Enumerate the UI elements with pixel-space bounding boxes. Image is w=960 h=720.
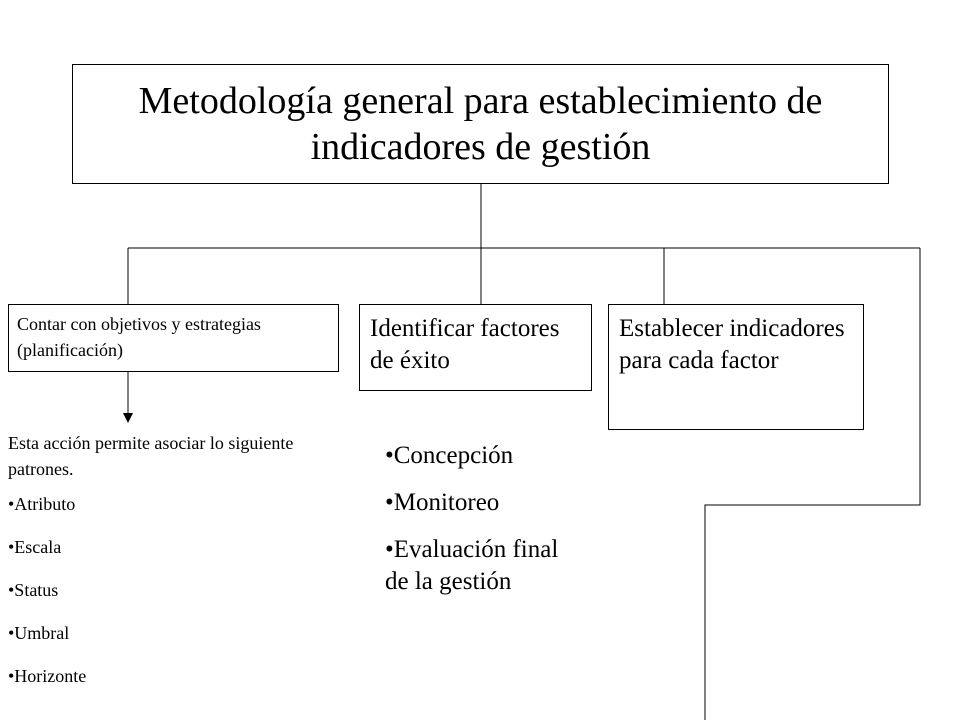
- pattern-item: •Umbral: [8, 623, 70, 643]
- pattern-item: •Horizonte: [8, 666, 87, 686]
- methodology-title-box: [72, 64, 889, 184]
- success-factors-box: [359, 304, 592, 391]
- objectives-label: Contar con objetivos y estrategias (planificación): [17, 314, 261, 360]
- patterns-list: [8, 430, 338, 709]
- indicators-box: [608, 304, 864, 430]
- phase-item: •Evaluación final de la gestión: [385, 536, 559, 595]
- phase-item: •Monitoreo: [385, 489, 500, 516]
- success-factors-label: Identificar factores de éxito: [370, 315, 560, 374]
- objectives-box: [8, 304, 339, 372]
- pattern-item: •Atributo: [8, 494, 76, 514]
- patterns-intro: Esta acción permite asociar lo siguiente patrones.: [8, 433, 294, 479]
- phase-item: •Concepción: [385, 442, 514, 469]
- pattern-item: •Escala: [8, 537, 62, 557]
- methodology-title: Metodología general para establecimiento de indicadores de gestión: [138, 80, 823, 168]
- phases-list: [385, 440, 585, 613]
- indicators-label: Establecer indicadores para cada factor: [619, 315, 845, 374]
- pattern-item: •Status: [8, 580, 59, 600]
